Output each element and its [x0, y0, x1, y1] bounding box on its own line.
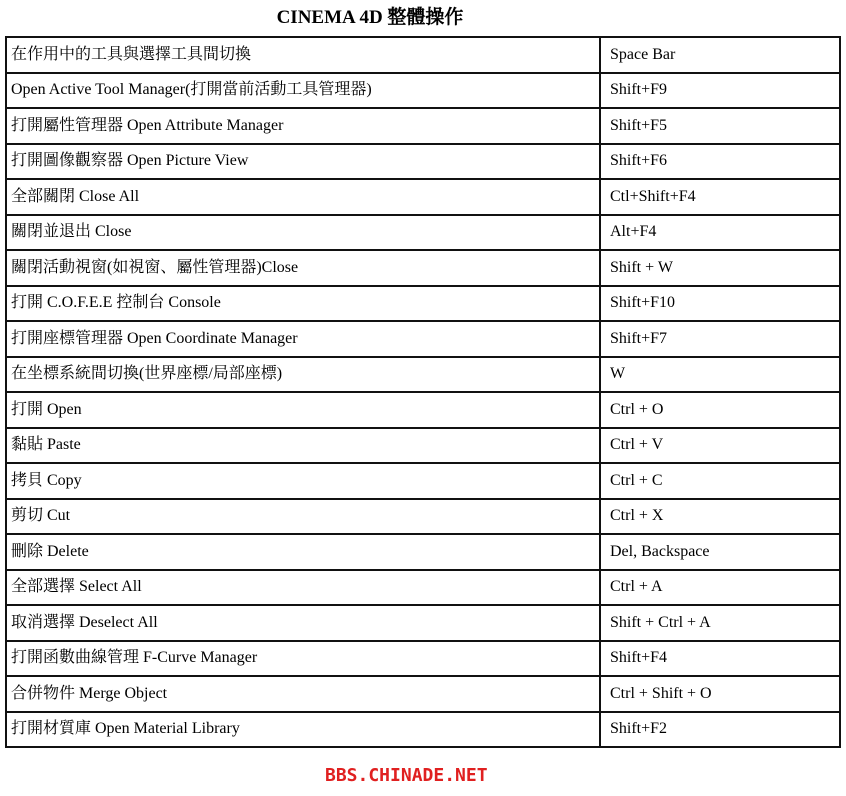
shortcut-table: [5, 36, 841, 748]
shortcut-cell: Space Bar: [600, 37, 840, 73]
watermark-text: BBS.CHINADE.NET: [325, 765, 488, 786]
table-row: [6, 570, 840, 606]
shortcut-cell: Ctrl + A: [600, 570, 840, 606]
action-cell: 打開 C.O.F.E.E 控制台 Console: [6, 286, 600, 322]
action-cell: 黏貼 Paste: [6, 428, 600, 464]
shortcut-cell: Shift+F5: [600, 108, 840, 144]
table-row: [6, 250, 840, 286]
shortcut-cell: Shift+F10: [600, 286, 840, 322]
action-cell: 剪切 Cut: [6, 499, 600, 535]
table-row: [6, 534, 840, 570]
action-cell: 在作用中的工具與選擇工具間切換: [6, 37, 600, 73]
shortcut-cell: Shift+F2: [600, 712, 840, 748]
shortcut-cell: Shift+F6: [600, 144, 840, 180]
action-cell: 全部關閉 Close All: [6, 179, 600, 215]
table-row: [6, 179, 840, 215]
table-row: [6, 286, 840, 322]
table-row: [6, 499, 840, 535]
action-cell: 合併物件 Merge Object: [6, 676, 600, 712]
shortcut-cell: Alt+F4: [600, 215, 840, 251]
table-row: [6, 428, 840, 464]
table-row: [6, 108, 840, 144]
shortcut-cell: Shift + W: [600, 250, 840, 286]
action-cell: 全部選擇 Select All: [6, 570, 600, 606]
action-cell: 拷貝 Copy: [6, 463, 600, 499]
action-cell: 關閉並退出 Close: [6, 215, 600, 251]
action-cell: 打開函數曲線管理 F-Curve Manager: [6, 641, 600, 677]
action-cell: 打開屬性管理器 Open Attribute Manager: [6, 108, 600, 144]
action-cell: 關閉活動視窗(如視窗、屬性管理器)Close: [6, 250, 600, 286]
table-row: [6, 73, 840, 109]
action-cell: 打開座標管理器 Open Coordinate Manager: [6, 321, 600, 357]
table-row: [6, 321, 840, 357]
shortcut-cell: Ctrl + C: [600, 463, 840, 499]
table-row: [6, 676, 840, 712]
table-row: [6, 357, 840, 393]
table-row: [6, 144, 840, 180]
shortcut-cell: Ctrl + V: [600, 428, 840, 464]
table-row: [6, 215, 840, 251]
shortcut-cell: Shift + Ctrl + A: [600, 605, 840, 641]
shortcut-cell: W: [600, 357, 840, 393]
shortcut-cell: Ctrl + Shift + O: [600, 676, 840, 712]
shortcut-cell: Shift+F9: [600, 73, 840, 109]
shortcut-cell: Del, Backspace: [600, 534, 840, 570]
shortcut-cell: Shift+F4: [600, 641, 840, 677]
shortcut-cell: Shift+F7: [600, 321, 840, 357]
page-title: CINEMA 4D 整體操作: [276, 7, 464, 28]
action-cell: 打開圖像觀察器 Open Picture View: [6, 144, 600, 180]
table-row: [6, 712, 840, 748]
table-row: [6, 463, 840, 499]
shortcut-cell: Ctrl + O: [600, 392, 840, 428]
action-cell: Open Active Tool Manager(打開當前活動工具管理器): [6, 73, 600, 109]
table-row: [6, 392, 840, 428]
action-cell: 打開 Open: [6, 392, 600, 428]
action-cell: 打開材質庫 Open Material Library: [6, 712, 600, 748]
table-row: [6, 641, 840, 677]
table-row: [6, 37, 840, 73]
table-row: [6, 605, 840, 641]
action-cell: 刪除 Delete: [6, 534, 600, 570]
shortcut-cell: Ctrl + X: [600, 499, 840, 535]
action-cell: 在坐標系統間切換(世界座標/局部座標): [6, 357, 600, 393]
shortcut-cell: Ctl+Shift+F4: [600, 179, 840, 215]
action-cell: 取消選擇 Deselect All: [6, 605, 600, 641]
